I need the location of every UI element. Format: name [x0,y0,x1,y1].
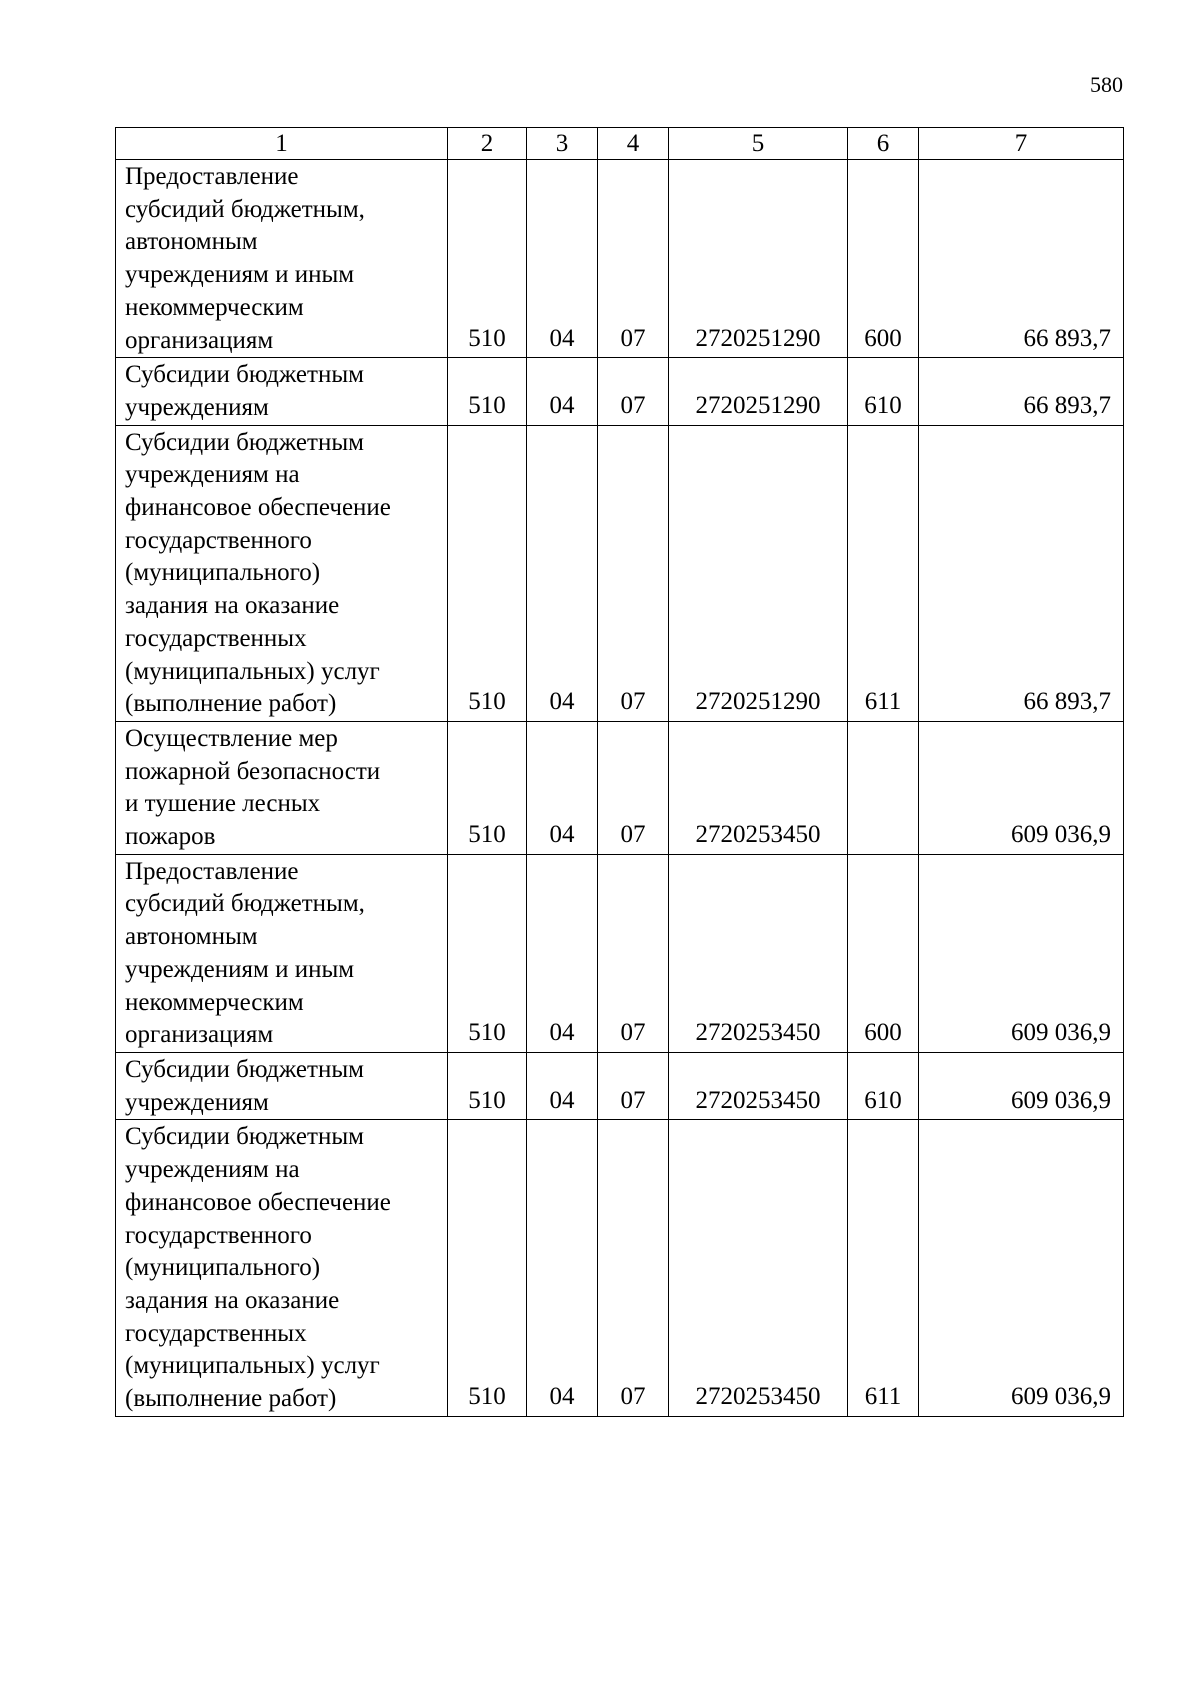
code-cell: 510 [448,1120,527,1416]
row-name-cell: Субсидии бюджетным учреждениям [116,358,448,425]
section-cell: 04 [527,425,598,721]
row-name-cell: Субсидии бюджетным учреждениям на финансовое обеспечение государственного (муниципального) задания на оказание государственных (муниципальных) услуг (выполнение работ) [116,425,448,721]
expense-type-cell: 610 [848,358,919,425]
table-row [116,160,1124,358]
section-cell: 04 [527,721,598,854]
target-article-cell: 2720251290 [669,160,848,358]
amount-cell: 609 036,9 [919,854,1124,1052]
table-row [116,1052,1124,1119]
row-name-cell: Субсидии бюджетным учреждениям [116,1052,448,1119]
code-cell: 510 [448,160,527,358]
table-row [116,425,1124,721]
row-name-cell: Предоставление субсидий бюджетным, автономным учреждениям и иным некоммерческим организациям [116,160,448,358]
section-cell: 04 [527,1120,598,1416]
expense-type-cell: 611 [848,425,919,721]
subsection-cell: 07 [598,160,669,358]
amount-cell: 66 893,7 [919,160,1124,358]
table-body [116,160,1124,1417]
target-article-cell: 2720251290 [669,425,848,721]
amount-cell: 609 036,9 [919,721,1124,854]
budget-table [115,127,1124,1417]
header-row [116,128,1124,160]
column-header: 4 [598,128,669,160]
row-name-cell: Осуществление мер пожарной безопасности и тушение лесных пожаров [116,721,448,854]
section-cell: 04 [527,854,598,1052]
row-name-cell: Субсидии бюджетным учреждениям на финансовое обеспечение государственного (муниципального) задания на оказание государственных (муниципальных) услуг (выполнение работ) [116,1120,448,1416]
page-number: 580 [1090,72,1123,97]
column-header: 2 [448,128,527,160]
code-cell: 510 [448,425,527,721]
subsection-cell: 07 [598,1052,669,1119]
amount-cell: 609 036,9 [919,1120,1124,1416]
subsection-cell: 07 [598,425,669,721]
amount-cell: 66 893,7 [919,425,1124,721]
column-header: 6 [848,128,919,160]
table-row [116,854,1124,1052]
column-header: 3 [527,128,598,160]
column-header: 5 [669,128,848,160]
section-cell: 04 [527,160,598,358]
row-name-cell: Предоставление субсидий бюджетным, автономным учреждениям и иным некоммерческим организациям [116,854,448,1052]
table-row [116,721,1124,854]
code-cell: 510 [448,721,527,854]
code-cell: 510 [448,854,527,1052]
subsection-cell: 07 [598,721,669,854]
amount-cell: 66 893,7 [919,358,1124,425]
target-article-cell: 2720253450 [669,1120,848,1416]
code-cell: 510 [448,1052,527,1119]
code-cell: 510 [448,358,527,425]
target-article-cell: 2720253450 [669,854,848,1052]
expense-type-cell: 600 [848,854,919,1052]
section-cell: 04 [527,358,598,425]
section-cell: 04 [527,1052,598,1119]
amount-cell: 609 036,9 [919,1052,1124,1119]
expense-type-cell [848,721,919,854]
column-header: 7 [919,128,1124,160]
target-article-cell: 2720251290 [669,358,848,425]
target-article-cell: 2720253450 [669,1052,848,1119]
subsection-cell: 07 [598,854,669,1052]
expense-type-cell: 610 [848,1052,919,1119]
table-row [116,1120,1124,1416]
expense-type-cell: 611 [848,1120,919,1416]
subsection-cell: 07 [598,358,669,425]
table-row [116,358,1124,425]
subsection-cell: 07 [598,1120,669,1416]
column-header: 1 [116,128,448,160]
expense-type-cell: 600 [848,160,919,358]
target-article-cell: 2720253450 [669,721,848,854]
